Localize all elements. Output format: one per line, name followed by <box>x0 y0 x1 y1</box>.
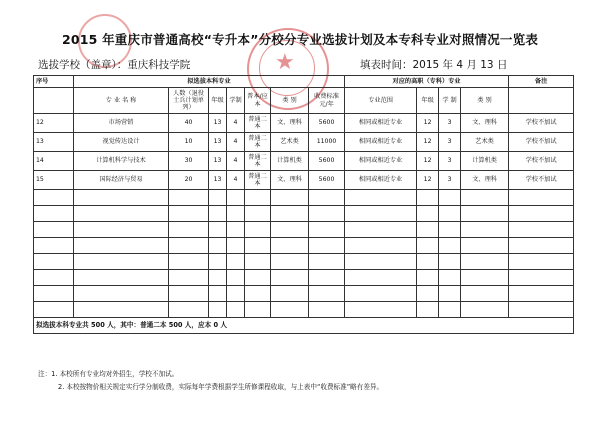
row-grade: 13 <box>209 171 227 190</box>
school-label: 选拔学校（盖章）：重庆科技学院 <box>38 59 191 71</box>
row-count: 20 <box>169 171 209 190</box>
row-remark: 学校不加试 <box>509 133 574 152</box>
row-category: 艺术类 <box>271 133 309 152</box>
stamp-star-icon: ★ <box>275 50 295 75</box>
header-c-category: 类 别 <box>461 88 509 114</box>
header-level: 普本/应本 <box>245 88 271 114</box>
row-c-grade: 12 <box>417 152 439 171</box>
row-grade: 13 <box>209 152 227 171</box>
header-major: 专 业 名 称 <box>74 88 169 114</box>
row-count: 30 <box>169 152 209 171</box>
row-major: 市场营销 <box>74 114 169 133</box>
header-remark-blank <box>509 88 574 114</box>
row-remark: 学校不加试 <box>509 114 574 133</box>
table-row <box>34 152 574 171</box>
row-scope: 相同或相近专业 <box>345 152 417 171</box>
row-remark: 学校不加试 <box>509 171 574 190</box>
empty-row <box>34 254 574 270</box>
selection-plan-table <box>33 75 574 334</box>
header-grade: 年级 <box>209 88 227 114</box>
row-level: 普通二本 <box>245 171 271 190</box>
table-row <box>34 171 574 190</box>
header-fee: 收费标准元/年 <box>309 88 345 114</box>
header-scope: 专业范围 <box>345 88 417 114</box>
note-1: 注：1. 本校所有专业均对外招生，学校不加试。 <box>38 370 179 378</box>
row-c-category: 文、理科 <box>461 171 509 190</box>
empty-row <box>34 238 574 254</box>
row-fee: 5600 <box>309 114 345 133</box>
empty-row <box>34 270 574 286</box>
header-corresponding: 对应的高职（专科）专业 <box>345 76 509 88</box>
row-seq: 13 <box>34 133 74 152</box>
row-category: 文、理科 <box>271 114 309 133</box>
row-category: 文、理科 <box>271 171 309 190</box>
header-years: 学制 <box>227 88 245 114</box>
row-fee: 11000 <box>309 133 345 152</box>
row-grade: 13 <box>209 114 227 133</box>
row-c-years: 3 <box>439 114 461 133</box>
row-grade: 13 <box>209 133 227 152</box>
header-sub-blank <box>34 88 74 114</box>
row-c-category: 艺术类 <box>461 133 509 152</box>
row-c-years: 3 <box>439 152 461 171</box>
row-major: 视觉传达设计 <box>74 133 169 152</box>
row-c-category: 计算机类 <box>461 152 509 171</box>
row-fee: 5600 <box>309 171 345 190</box>
row-seq: 12 <box>34 114 74 133</box>
row-c-grade: 12 <box>417 171 439 190</box>
table-row <box>34 114 574 133</box>
document-title: 2015 年重庆市普通高校“专升本”分校分专业选拔计划及本专科专业对照情况一览表 <box>61 32 539 47</box>
fill-time: 填表时间：2015 年 4 月 13 日 <box>360 59 508 71</box>
row-category: 计算机类 <box>271 152 309 171</box>
header-count: 人数（退役士兵计划单列） <box>169 88 209 114</box>
empty-row <box>34 222 574 238</box>
row-years: 4 <box>227 152 245 171</box>
header-c-years: 学 制 <box>439 88 461 114</box>
row-c-grade: 12 <box>417 114 439 133</box>
row-scope: 相同或相近专业 <box>345 171 417 190</box>
row-level: 普通二本 <box>245 133 271 152</box>
row-fee: 5600 <box>309 152 345 171</box>
row-major: 国际经济与贸易 <box>74 171 169 190</box>
empty-row <box>34 286 574 302</box>
row-c-years: 3 <box>439 171 461 190</box>
header-remark: 备注 <box>509 76 574 88</box>
note-2: 2. 本校按物价相关规定实行学分制收费，实际每年学费根据学生所修课程收取，与上表中“收费标准”略有差异。 <box>58 383 384 391</box>
row-c-grade: 12 <box>417 133 439 152</box>
row-years: 4 <box>227 133 245 152</box>
header-category: 类 别 <box>271 88 309 114</box>
empty-row <box>34 190 574 206</box>
row-major: 计算机科学与技术 <box>74 152 169 171</box>
row-c-category: 文、理科 <box>461 114 509 133</box>
summary-row <box>34 318 574 334</box>
row-level: 普通二本 <box>245 152 271 171</box>
row-years: 4 <box>227 171 245 190</box>
row-years: 4 <box>227 114 245 133</box>
row-scope: 相同或相近专业 <box>345 133 417 152</box>
row-c-years: 3 <box>439 133 461 152</box>
row-count: 10 <box>169 133 209 152</box>
empty-row <box>34 302 574 318</box>
row-count: 40 <box>169 114 209 133</box>
row-level: 普通二本 <box>245 114 271 133</box>
table-row <box>34 133 574 152</box>
row-remark: 学校不加试 <box>509 152 574 171</box>
row-seq: 15 <box>34 171 74 190</box>
header-seq: 序号 <box>34 76 74 88</box>
header-c-grade: 年级 <box>417 88 439 114</box>
row-scope: 相同或相近专业 <box>345 114 417 133</box>
empty-row <box>34 206 574 222</box>
header-plan: 拟选拔本科专业 <box>74 76 345 88</box>
summary-text: 拟选拔本科专业共 500 人，其中：普通二本 500 人，应本 0 人 <box>34 318 574 334</box>
row-seq: 14 <box>34 152 74 171</box>
